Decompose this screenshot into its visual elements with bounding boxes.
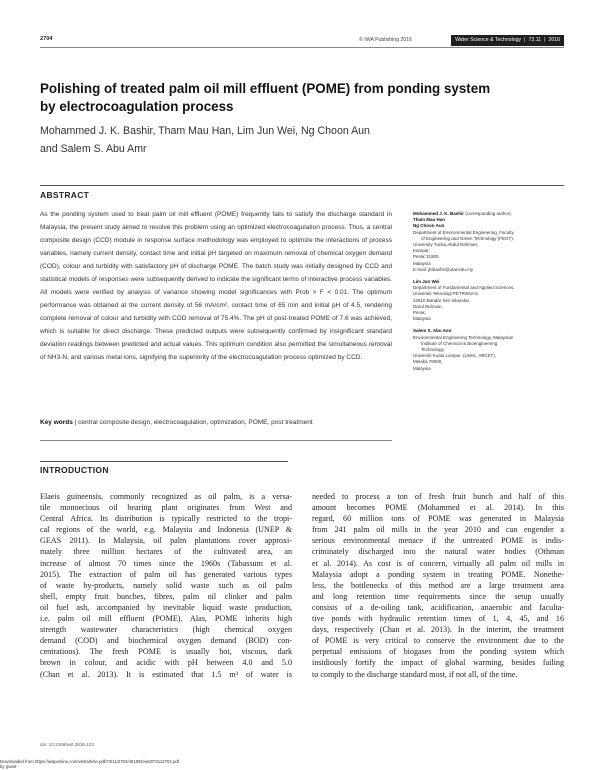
text-line: needed to process a ton of fresh fruit bunch and half of this bbox=[312, 492, 564, 501]
text-line: strength wastewater characteristics (high chemical oxygen bbox=[40, 625, 292, 635]
text-line: days, respectively (Chan et al. 2013). In the interim, the treatment bbox=[312, 625, 564, 635]
abstract-top-rule bbox=[40, 185, 564, 186]
publisher-line: © IWA Publishing 2016 bbox=[359, 37, 412, 43]
text-line: consists of a de-oiling tank, acidification, anaerobic and faculta- bbox=[312, 602, 564, 612]
affil-line: Technology, bbox=[421, 347, 445, 353]
affil-1-role: (corresponding author) bbox=[464, 211, 511, 216]
text-line: from 241 palm oil mills in the year 2010 and can engender a bbox=[312, 525, 564, 535]
journal-year: 2016 bbox=[548, 37, 560, 43]
affil-line: Melaka 78000, bbox=[413, 359, 443, 365]
text-line: less, the bottlenecks of this method are a large treatment area bbox=[312, 580, 564, 590]
text-line: serious environmental menace if the untreated POME is indis- bbox=[312, 536, 564, 546]
text-line: i.e. palm oil mill effluent (POME). Alas, POME inherits high bbox=[40, 614, 292, 624]
abstract-heading: ABSTRACT bbox=[40, 190, 90, 200]
download-url[interactable]: Downloaded from https://iwaponline.com/wst/article-pdf/73/11/2704/461991/wst073112704.pdf bbox=[0, 759, 179, 764]
text-line: mately three million hectares of the cultivated area, an bbox=[40, 547, 292, 557]
affil-line: Malaysia bbox=[413, 260, 431, 266]
text-line: of POME is very critical to conserve the environment due to the bbox=[312, 636, 564, 646]
text-line: oil fuel ash, accompanied by inevitable liquid waste production, bbox=[40, 602, 292, 612]
text-line: amount becomes POME (Mohammed et al. 2014). In this bbox=[312, 503, 564, 513]
text-line: Central Africa. Its distribution is typically restricted to the tropi- bbox=[40, 514, 292, 524]
text-line: et al. 2014). As cost is of concern, virtually all palm oil mills in bbox=[312, 558, 564, 568]
keywords-list: | central composite design, electrocoagulation, optimization, POME, post treatment bbox=[74, 419, 313, 426]
authors-line-1: Mohammed J. K. Bashir, Tham Mau Han, Lim Jun Wei, Ng Choon Aun bbox=[40, 125, 370, 137]
affil-line: Perak 31900, bbox=[413, 254, 440, 260]
text-line: tile monoecious oil bearing plant originates from West and bbox=[40, 503, 292, 513]
affil-1-name: Mohammed J. K. Bashir bbox=[413, 211, 465, 216]
intro-top-rule bbox=[40, 461, 288, 462]
text-line: cal regions of the world, e.g. Malaysia and Indonesia (UNEP & bbox=[40, 525, 292, 535]
affil-3-name: Salem S. Abu Amr bbox=[413, 328, 452, 334]
affil-line: Universiti Teknologi PETRONAS, bbox=[413, 291, 479, 297]
intro-right-column bbox=[312, 491, 564, 680]
text-line: to comply to the discharge standard most, if not all, of the time. bbox=[312, 669, 518, 679]
affil-email: E-mail: jktbashir@utar.edu.my bbox=[413, 266, 474, 272]
text-line: of waste by-products, namely solid waste such as oil palm bbox=[40, 580, 292, 590]
abstract-bottom-rule bbox=[40, 440, 392, 441]
page-header bbox=[40, 36, 564, 48]
text-line: GEAS 2011). In Malaysia, oil palm plantations cover approxi- bbox=[40, 536, 292, 546]
affil-line: Universiti Kuala Lumpur, (UniKL, MICET), bbox=[413, 353, 497, 359]
affil-line: Kampar, bbox=[413, 248, 430, 254]
intro-left-column bbox=[40, 491, 292, 680]
article-title: Polishing of treated palm oil mill effluent (POME) from ponding system by electrocoagulation process bbox=[40, 81, 491, 114]
journal-name: Water Science & Technology bbox=[455, 37, 522, 43]
text-line: tive ponds with hydraulic retention times of 1, 4, 45, and 16 bbox=[312, 614, 564, 624]
text-line: brown in colour, and acidic with pH between 4.0 and 5.0 bbox=[40, 658, 292, 668]
affil-1-coauthor: Tham Mau Han bbox=[413, 217, 446, 223]
text-line: and long retention time requirements since the setup usually bbox=[312, 591, 564, 601]
text-line: insidiously fortify the impact of global warming, besides failing bbox=[312, 658, 564, 668]
journal-banner: Water Science & Technology | 73.11 | 2016 bbox=[451, 35, 564, 46]
download-notice bbox=[0, 759, 179, 769]
text-line: Elaeis guineensis, commonly recognized as oil palm, is a versa- bbox=[40, 492, 292, 501]
affil-line: Darul Ridzuan, bbox=[413, 303, 443, 309]
keywords-line bbox=[40, 418, 392, 427]
text-line: shell, empty fruit bunches, fibres, palm oil clinker and palm bbox=[40, 591, 292, 601]
abstract-body: As the ponding system used to treat palm oil mill effluent (POME) frequently fails to satisfy the discharge standard in Malaysia, the present study aimed to resolve this problem using an optimized electrocoagulation process. Thus, a central composite design (CCD) module in response surface methodology was employed to optimize the interactions of process variables, namely current density, contact time and initial pH targeted on maximum removal of chemical oxygen demand (COD), colour and turbidity with satisfactory pH of discharge POME. The batch study was initially designed by CCD and statistical models of responses were subsequently derived to indicate the significant terms of interactive process variables. All models were verified by analysis of variance showing model significances with Prob > F < 0.01. The optimum performance was obtained at the current density of 56 mA/cm², contact time of 65 min and initial pH of 4.5, rendering complete removal of colour and turbidity with COD removal of 75.4%. The pH of post-treated POME of 7.6 was achieved, which is suitable for direct discharge. These predicted outputs were subsequently confirmed by insignificant standard deviation readings between predicted and actual values. This optimum condition also permitted the simultaneous removal of NH3-N, and various metal ions, signifying the superiority of the electrocoagulation process optimized by CCD. bbox=[40, 211, 392, 361]
text-line: Malaysia adopt a ponding system in treating POME. Nonethe- bbox=[312, 569, 564, 579]
text-line: (Chan et al. 2013). It is estimated that 1.5 m³ of water is bbox=[40, 669, 292, 679]
affil-line: University Tunku Abdul Rahman, bbox=[413, 242, 479, 248]
text-line: criminately discharged into the natural water bodies (Othman bbox=[312, 547, 564, 557]
affiliations-panel bbox=[413, 211, 568, 372]
text-line: demand (COD) and biochemical oxygen demand (BOD) con- bbox=[40, 636, 292, 646]
text-line: centrations). The fresh POME is usually hot, viscous, dark bbox=[40, 647, 292, 657]
volume-issue: 73.11 bbox=[528, 37, 542, 43]
text-line: 2015). The extraction of palm oil has generated various types bbox=[40, 569, 292, 579]
affil-line: Environmental Engineering Technology, Malaysian bbox=[413, 334, 514, 340]
intro-heading: INTRODUCTION bbox=[40, 465, 109, 475]
affil-line: Department of Environmental Engineering, Faculty bbox=[413, 229, 514, 235]
affil-line: of Engineering and Green Technology (FEGT), bbox=[421, 235, 514, 241]
affil-line: Institute of Chemical & Bioengineering bbox=[421, 340, 498, 346]
affil-line: Malaysia bbox=[413, 365, 431, 371]
text-line: regard, 60 million tons of POME was generated in Malaysia bbox=[312, 514, 564, 524]
keywords-label: Key words bbox=[40, 419, 73, 426]
authors-line-2: and Salem S. Abu Amr bbox=[40, 143, 147, 155]
author-list bbox=[40, 122, 480, 158]
page-number: 2704 bbox=[40, 36, 53, 42]
text-line: perpetual emissions of biogases from the ponding system which bbox=[312, 647, 564, 657]
download-guest: by guest bbox=[0, 764, 17, 769]
affil-line: Perak, bbox=[413, 310, 427, 316]
affil-line: Malaysia bbox=[413, 316, 431, 322]
text-line: increase of almost 70 times since the 1960s (Tabassum et al. bbox=[40, 558, 292, 568]
doi-line[interactable]: doi: 10.2166/wst.2016.123 bbox=[40, 742, 94, 747]
affil-line: Department of Fundamental and Applied Sciences, bbox=[413, 285, 515, 291]
affil-1-coauthor: Ng Choon Aun bbox=[413, 223, 445, 229]
affil-line: 32610 Bandar Seri Iskandar, bbox=[413, 297, 471, 303]
affil-2-name: Lim Jun Wei bbox=[413, 279, 440, 285]
